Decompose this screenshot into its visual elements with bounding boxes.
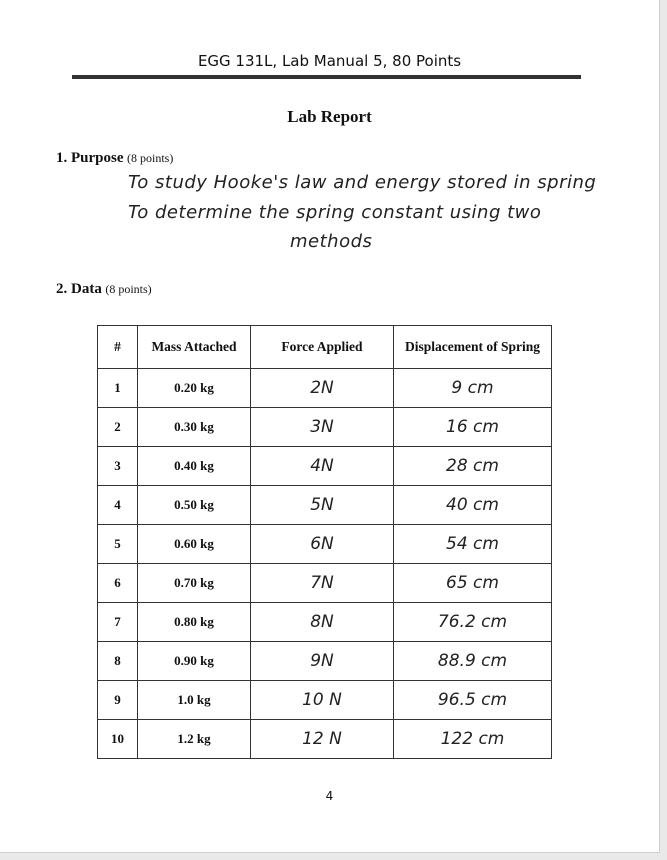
row-number: 4 <box>98 486 138 525</box>
table-row <box>98 603 552 642</box>
force-cell: 5N <box>251 486 394 525</box>
purpose-label: 1. Purpose <box>56 150 124 166</box>
purpose-line-3: methods <box>290 231 373 252</box>
table-row <box>98 408 552 447</box>
purpose-line-1: To study Hooke's law and energy stored in spring <box>128 172 597 193</box>
col-header-number: # <box>98 326 138 369</box>
col-header-mass: Mass Attached <box>138 326 251 369</box>
table-row <box>98 447 552 486</box>
table-row <box>98 525 552 564</box>
purpose-points: (8 points) <box>127 151 174 165</box>
row-number: 10 <box>98 720 138 759</box>
force-cell: 6N <box>251 525 394 564</box>
mass-cell: 0.90 kg <box>138 642 251 681</box>
force-cell: 2N <box>251 369 394 408</box>
data-points: (8 points) <box>105 282 152 296</box>
displacement-cell: 54 cm <box>394 525 552 564</box>
table-row <box>98 720 552 759</box>
page-title: Lab Report <box>287 107 372 126</box>
force-cell: 8N <box>251 603 394 642</box>
data-heading <box>56 281 152 298</box>
mass-cell: 1.0 kg <box>138 681 251 720</box>
row-number: 6 <box>98 564 138 603</box>
data-label: 2. Data <box>56 281 102 297</box>
col-header-displacement: Displacement of Spring <box>394 326 552 369</box>
row-number: 3 <box>98 447 138 486</box>
header-rule <box>72 75 581 79</box>
row-number: 1 <box>98 369 138 408</box>
displacement-cell: 96.5 cm <box>394 681 552 720</box>
row-number: 8 <box>98 642 138 681</box>
purpose-heading <box>56 150 173 167</box>
mass-cell: 0.30 kg <box>138 408 251 447</box>
displacement-cell: 16 cm <box>394 408 552 447</box>
displacement-cell: 28 cm <box>394 447 552 486</box>
purpose-line-2: To determine the spring constant using two <box>128 202 542 223</box>
displacement-cell: 88.9 cm <box>394 642 552 681</box>
table-row <box>98 564 552 603</box>
displacement-cell: 9 cm <box>394 369 552 408</box>
force-cell: 3N <box>251 408 394 447</box>
data-table <box>97 325 552 759</box>
displacement-cell: 122 cm <box>394 720 552 759</box>
displacement-cell: 76.2 cm <box>394 603 552 642</box>
force-cell: 9N <box>251 642 394 681</box>
displacement-cell: 40 cm <box>394 486 552 525</box>
mass-cell: 0.70 kg <box>138 564 251 603</box>
page-number: 4 <box>325 789 334 803</box>
manual-header: EGG 131L, Lab Manual 5, 80 Points <box>197 52 462 70</box>
mass-cell: 0.80 kg <box>138 603 251 642</box>
force-cell: 12 N <box>251 720 394 759</box>
row-number: 7 <box>98 603 138 642</box>
row-number: 2 <box>98 408 138 447</box>
table-row <box>98 681 552 720</box>
mass-cell: 1.2 kg <box>138 720 251 759</box>
mass-cell: 0.50 kg <box>138 486 251 525</box>
row-number: 5 <box>98 525 138 564</box>
col-header-force: Force Applied <box>251 326 394 369</box>
table-row <box>98 486 552 525</box>
row-number: 9 <box>98 681 138 720</box>
mass-cell: 0.60 kg <box>138 525 251 564</box>
force-cell: 4N <box>251 447 394 486</box>
force-cell: 10 N <box>251 681 394 720</box>
mass-cell: 0.20 kg <box>138 369 251 408</box>
mass-cell: 0.40 kg <box>138 447 251 486</box>
table-row <box>98 642 552 681</box>
displacement-cell: 65 cm <box>394 564 552 603</box>
table-row <box>98 369 552 408</box>
force-cell: 7N <box>251 564 394 603</box>
